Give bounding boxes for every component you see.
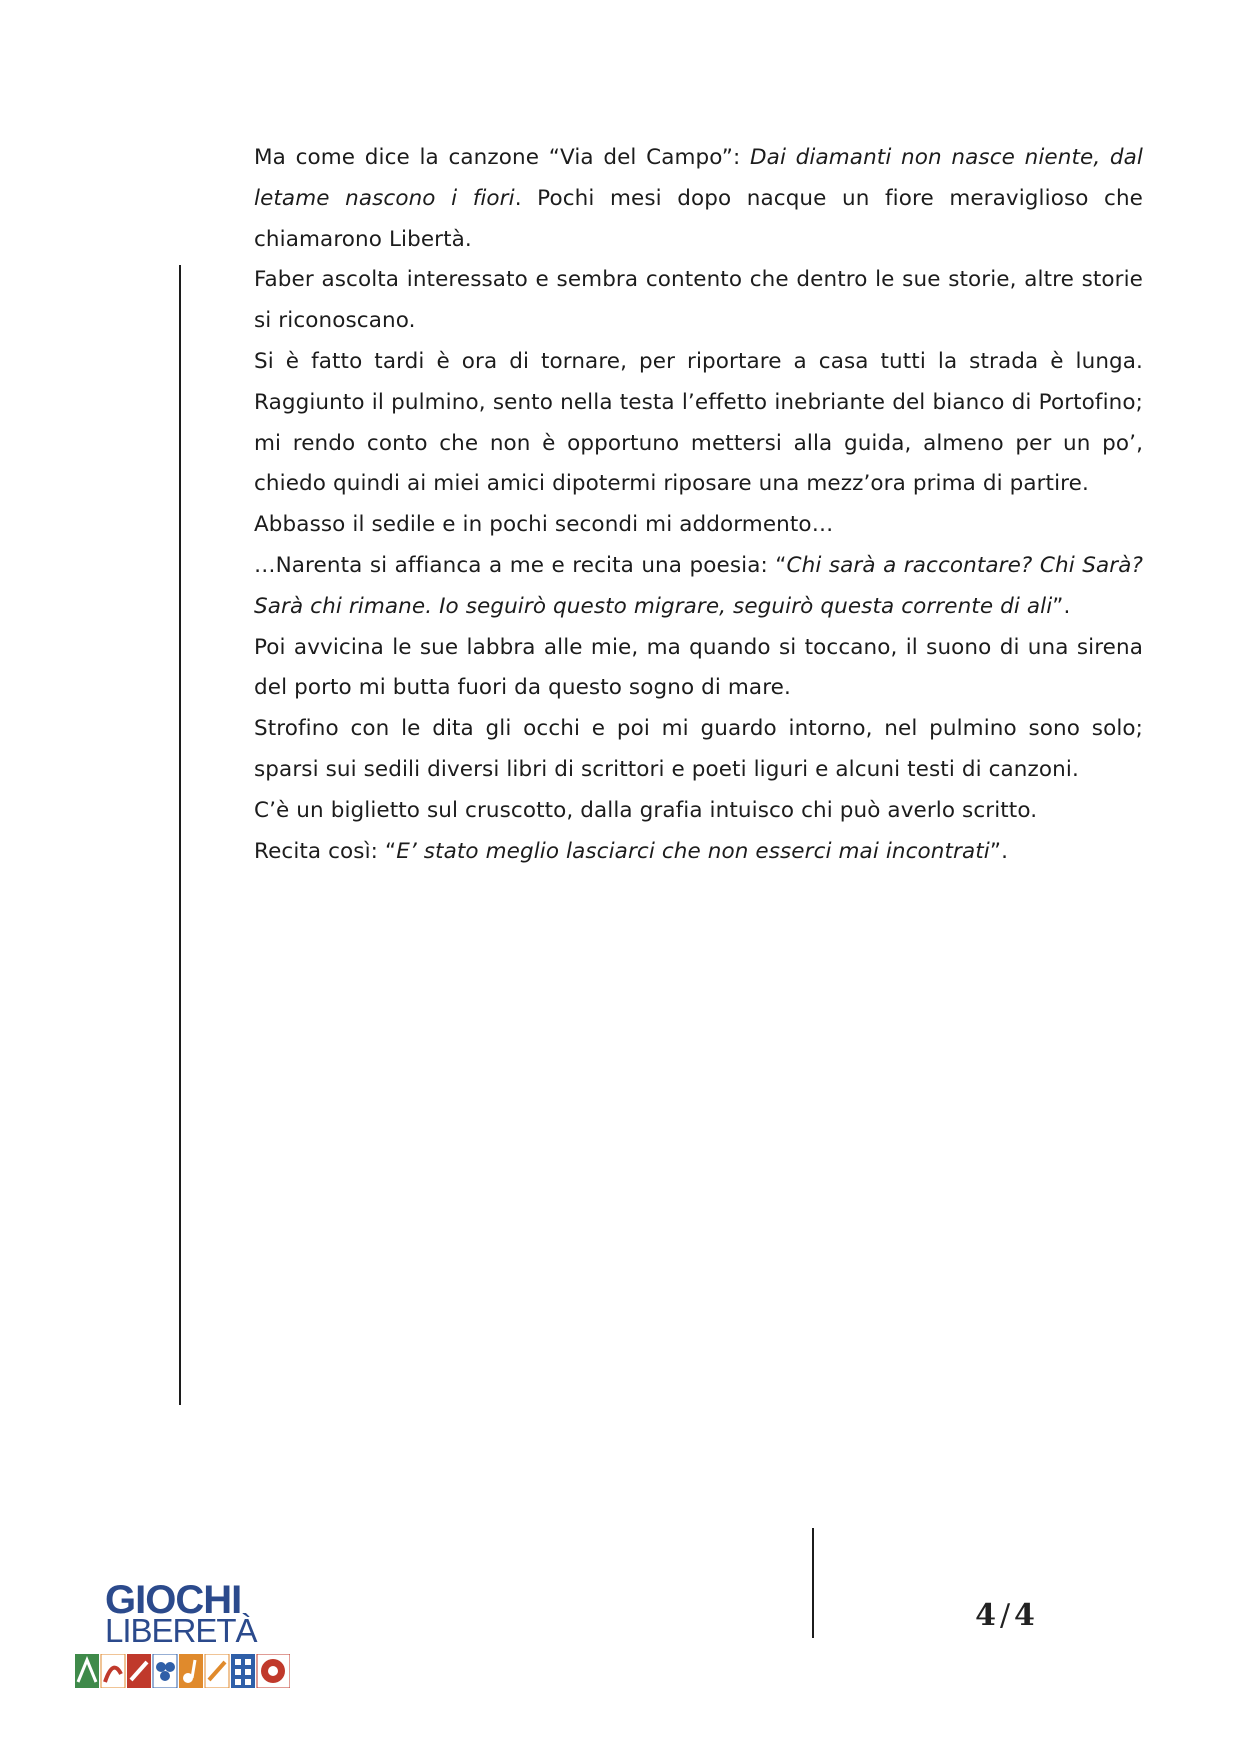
page-total: 4 (1014, 1598, 1035, 1633)
footer-rule (812, 1528, 814, 1638)
italic-quote: Dai diamanti non nasce niente, dal letame nascono i fiori (254, 145, 1144, 211)
logo-title-line1: GIOCHI (105, 1578, 242, 1622)
italic-quote: E’ stato meglio lasciarci che non esserci mai incontrati (396, 838, 990, 864)
document-body (254, 138, 1143, 872)
text-run: Recita così: “ (254, 838, 397, 864)
text-run: Faber ascolta interessato e sembra contento che dentro le sue storie, altre storie si riconoscano. (254, 267, 1143, 334)
page-separator: / (999, 1598, 1011, 1633)
text-run: . Pochi mesi dopo nacque un fiore meraviglioso che chiamarono Libertà. (254, 185, 1144, 252)
paragraph (254, 505, 1143, 546)
page-number (940, 1598, 1070, 1633)
text-run: ”. (989, 838, 1009, 864)
paragraph (254, 546, 1143, 628)
paragraph (254, 260, 1143, 342)
logo-tiles (75, 1654, 290, 1688)
paragraph (254, 628, 1143, 710)
text-run: C’è un biglietto sul cruscotto, dalla grafia intuisco chi può averlo scritto. (254, 797, 1038, 823)
paragraph (254, 138, 1143, 260)
text-run: Poi avvicina le sue labbra alle mie, ma quando si toccano, il suono di una sirena del porto mi butta fuori da questo sogno di mare. (254, 634, 1143, 701)
page-current: 4 (975, 1598, 996, 1633)
giochi-liberta-logo (75, 1580, 290, 1690)
text-run: …Narenta si affianca a me e recita una poesia: “ (254, 552, 787, 578)
text-run: Si è fatto tardi è ora di tornare, per riportare a casa tutti la strada è lunga. Raggiunto il pulmino, sento nella testa l’effetto inebriante del bianco di Portofino; mi rendo conto che non è opportuno mettersi alla guida, almeno per un po’, chiedo quindi ai miei amici dipotermi riposare una mezz’ora prima di partire. (254, 348, 1143, 497)
text-run: Strofino con le dita gli occhi e poi mi guardo intorno, nel pulmino sono solo; sparsi sui sedili diversi libri di scrittori e poeti liguri e alcuni testi di canzoni. (254, 716, 1143, 782)
italic-quote: Chi sarà a raccontare? Chi Sarà? Sarà chi rimane. Io seguirò questo migrare, seguirò questa corrente di ali (254, 552, 1143, 619)
text-run: Abbasso il sedile e in pochi secondi mi addormento… (254, 512, 834, 538)
logo-title-line2: LIBERETÀ (105, 1612, 257, 1649)
paragraph (254, 832, 1143, 873)
text-run: Ma come dice la canzone “Via del Campo”: (254, 145, 751, 170)
paragraph (254, 342, 1143, 505)
paragraph (254, 791, 1143, 832)
paragraph (254, 709, 1143, 791)
text-run: ”. (1052, 593, 1071, 619)
margin-rule (179, 265, 181, 1405)
